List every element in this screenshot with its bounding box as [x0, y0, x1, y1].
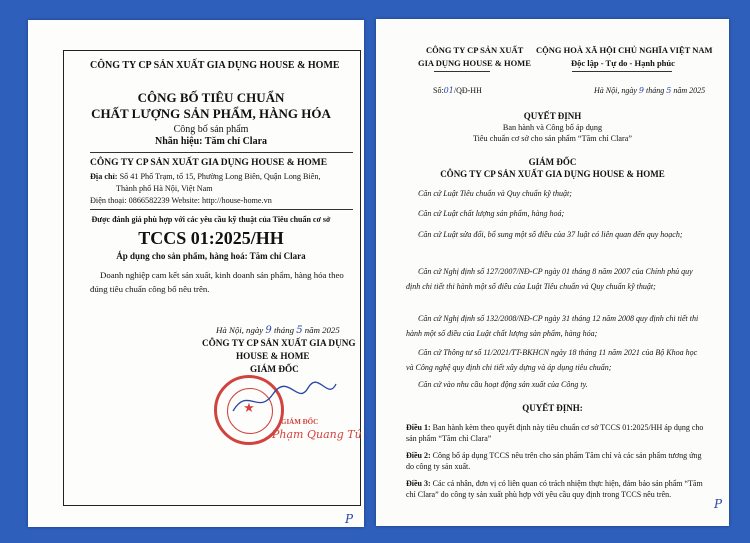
article-text: Các cá nhân, đơn vị có liên quan có trách nhiệm thực hiện, đảm bảo sản phẩm “Tăm chỉ Clara” do công ty sản xuất phù hợp với yêu cầu quy định trong TCCS nêu trên.	[406, 479, 703, 499]
date-prefix: Hà Nội, ngày	[216, 325, 264, 335]
date-year: năm 2025	[304, 325, 340, 335]
motto: Độc lập - Tự do - Hạnh phúc	[571, 58, 675, 68]
divider	[434, 71, 490, 72]
legal-basis: Căn cứ vào nhu cầu hoạt động sản xuất của Công ty.	[418, 380, 588, 389]
article-text: Ban hành kèm theo quyết định này tiêu chuẩn cơ sở TCCS 01:2025/HH áp dụng cho sản phẩm “Tăm chỉ Clara”	[406, 423, 704, 443]
issuer-company: CÔNG TY CP SẢN XUẤT	[426, 45, 524, 55]
company-header: CÔNG TY CP SẢN XUẤT GIA DỤNG HOUSE & HOME	[90, 60, 340, 71]
doc-title: CÔNG BỐ TIÊU CHUẨN	[137, 90, 285, 105]
number-value: 01	[443, 86, 454, 95]
article-3	[406, 478, 706, 500]
evaluation-line: Được đánh giá phù hợp với các yêu cầu kỹ thuật của Tiêu chuẩn cơ sở	[91, 215, 331, 224]
nation-title: CỘNG HOÀ XÃ HỘI CHỦ NGHĨA VIỆT NAM	[536, 45, 713, 55]
sign-company: CÔNG TY CP SẢN XUẤT GIA DỤNG	[202, 338, 356, 348]
date-prefix: Hà Nội, ngày	[594, 86, 637, 95]
director-company: CÔNG TY CP SẢN XUẤT GIA DỤNG HOUSE & HOME	[440, 169, 665, 179]
decision-subtitle: Ban hành và Công bố áp dụng	[502, 123, 603, 132]
decides-title: QUYẾT ĐỊNH:	[522, 403, 583, 413]
apply-line: Áp dụng cho sản phẩm, hàng hoá: Tăm chỉ Clara	[116, 251, 306, 261]
stamp-title: GIÁM ĐỐC	[281, 418, 319, 426]
decision-number	[433, 86, 482, 95]
page-mark: P	[345, 512, 354, 526]
decision-page	[376, 19, 729, 526]
product-line: Công bố sản phẩm	[173, 124, 249, 135]
page-mark: P	[714, 497, 723, 511]
address-label: Địa chỉ:	[90, 172, 118, 181]
date-month: 5	[666, 86, 672, 95]
article-2	[406, 450, 706, 472]
sign-date	[216, 325, 340, 336]
date-month-prefix: tháng	[273, 325, 294, 335]
standard-code: TCCS 01:2025/HH	[138, 228, 284, 248]
legal-basis: Căn cứ Thông tư số 11/2021/TT-BKHCN ngày 18 tháng 11 năm 2021 của Bộ Khoa học và Công nghệ quy định chi tiết xây dựng và áp dụng tiêu chuẩn;	[406, 348, 698, 372]
doc-title-2: CHẤT LƯỢNG SẢN PHẨM, HÀNG HÓA	[91, 106, 331, 121]
address-line-2: Thành phố Hà Nội, Việt Nam	[116, 184, 213, 193]
company-name: CÔNG TY CP SẢN XUẤT GIA DỤNG HOUSE & HOME	[90, 158, 328, 168]
decision-date	[594, 86, 705, 95]
director-title: GIÁM ĐỐC	[528, 157, 577, 167]
date-day: 9	[638, 86, 644, 95]
standard-announcement-page	[28, 20, 364, 527]
article-text: Công bố áp dụng TCCS nêu trên cho sản phẩm Tăm chỉ và các sản phẩm tương ứng do công ty sản xuất.	[406, 451, 702, 471]
address	[90, 172, 321, 181]
article-label: Điều 1:	[406, 423, 431, 432]
decision-title: QUYẾT ĐỊNH	[523, 111, 582, 121]
commitment-text: Doanh nghiệp cam kết sản xuất, kinh doanh sản phẩm, hàng hóa theo đúng tiêu chuẩn công bố nêu trên.	[90, 270, 344, 294]
address-line-1: Số 41 Phố Trạm, tổ 15, Phường Long Biên, Quận Long Biên,	[119, 172, 321, 181]
divider	[90, 209, 353, 210]
number-prefix: Số:	[433, 86, 444, 95]
sign-title: GIÁM ĐỐC	[250, 364, 299, 374]
number-suffix: /QĐ-HH	[453, 86, 482, 95]
divider	[90, 152, 353, 153]
date-month: 5	[296, 325, 303, 336]
signer-name: Phạm Quang Tú	[272, 428, 362, 441]
legal-basis: Căn cứ Luật Tiêu chuẩn và Quy chuẩn kỹ thuật;	[418, 189, 572, 198]
article-label: Điều 2:	[406, 451, 431, 460]
issuer-company-2: GIA DỤNG HOUSE & HOME	[418, 58, 531, 68]
legal-basis: Căn cứ Luật chất lượng sản phẩm, hàng hoá;	[418, 209, 565, 218]
divider	[572, 71, 672, 72]
date-year: năm 2025	[673, 86, 706, 95]
sign-company-2: HOUSE & HOME	[236, 351, 310, 361]
decision-subtitle-2: Tiêu chuẩn cơ sở cho sản phẩm “Tăm chỉ Clara”	[472, 134, 633, 143]
article-1	[406, 422, 706, 444]
legal-basis: Căn cứ Nghị định số 132/2008/NĐ-CP ngày 31 tháng 12 năm 2008 quy định chi tiết thi hành một số điều của Luật chất lượng sản phẩm, hàng hóa;	[406, 314, 699, 338]
star-icon: ★	[243, 400, 255, 415]
date-month-prefix: tháng	[645, 86, 665, 95]
legal-basis: Căn cứ Luật sửa đổi, bổ sung một số điều của 37 luật có liên quan đến quy hoạch;	[418, 230, 683, 239]
legal-basis: Căn cứ Nghị định số 127/2007/NĐ-CP ngày 01 tháng 8 năm 2007 của Chính phủ quy định chi tiết thi hành một số điều của Luật Tiêu chuẩn và Quy chuẩn kỹ thuật;	[406, 267, 693, 291]
article-label: Điều 3:	[406, 479, 431, 488]
brand-line: Nhãn hiệu: Tăm chỉ Clara	[154, 136, 268, 147]
phone-website: Điện thoại: 0866582239 Website: http://house-home.vn	[90, 196, 272, 205]
date-day: 9	[265, 325, 272, 336]
